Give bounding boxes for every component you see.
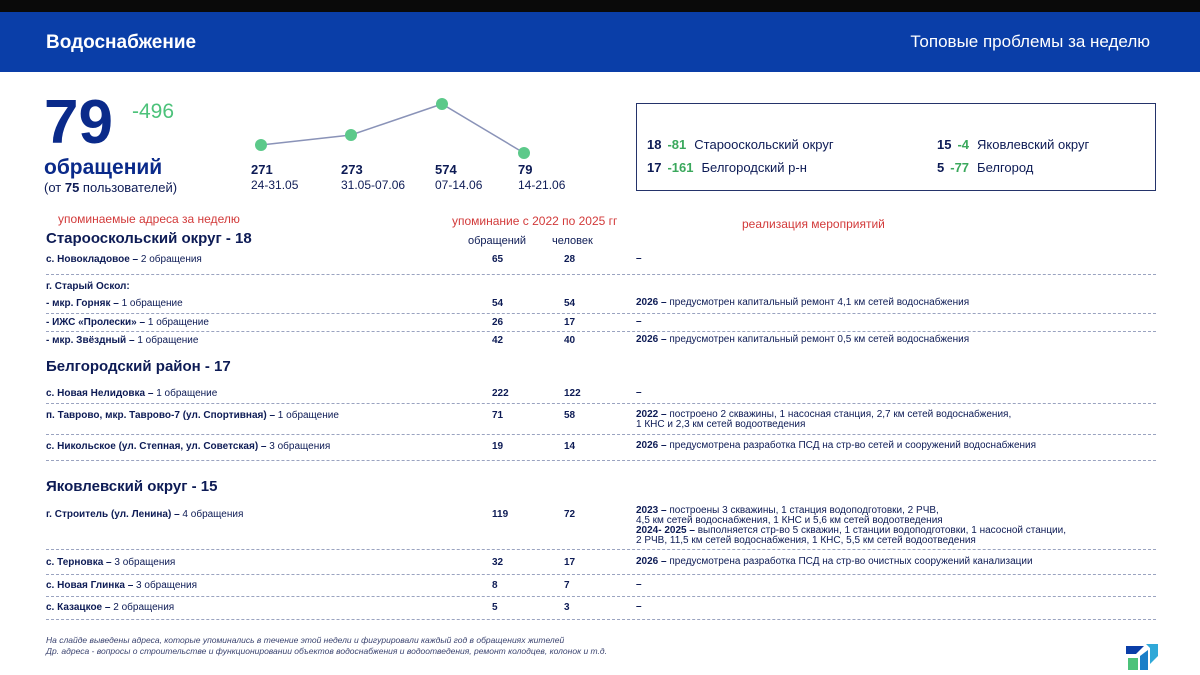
total-appeals-delta: -496 bbox=[132, 100, 175, 123]
row-separator bbox=[46, 549, 1156, 550]
row-separator bbox=[46, 313, 1156, 314]
trend-value-1: 271 bbox=[251, 162, 273, 177]
trend-period-4: 14-21.06 bbox=[518, 178, 566, 192]
district-item: 15 -4 Яковлевский округ bbox=[937, 137, 1090, 152]
users-label: (от 75 пользователей) bbox=[44, 180, 178, 195]
section-title: Белгородский район - 17 bbox=[46, 358, 231, 375]
addresses-label: упоминаемые адреса за неделю bbox=[58, 212, 240, 226]
row-separator bbox=[46, 403, 1156, 404]
trend-point-1 bbox=[255, 139, 267, 151]
row-separator bbox=[46, 460, 1156, 461]
trend-period-3: 07-14.06 bbox=[435, 178, 483, 192]
district-item: 17 -161 Белгородский р-н bbox=[647, 160, 807, 175]
row-separator bbox=[46, 434, 1156, 435]
section-title: Яковлевский округ - 15 bbox=[46, 478, 218, 495]
weekly-trend-chart bbox=[248, 92, 548, 162]
trend-point-4 bbox=[518, 147, 530, 159]
total-appeals-number: 79 bbox=[44, 88, 113, 157]
events-label: реализация мероприятий bbox=[742, 217, 885, 231]
row-separator bbox=[46, 574, 1156, 575]
row-separator bbox=[46, 274, 1156, 275]
trend-value-4: 79 bbox=[518, 162, 533, 177]
trend-point-3 bbox=[436, 98, 448, 110]
trend-period-2: 31.05-07.06 bbox=[341, 178, 406, 192]
trend-line bbox=[261, 104, 524, 153]
top-black-bar bbox=[0, 0, 1200, 12]
trend-value-2: 273 bbox=[341, 162, 363, 177]
column-header-appeals: обращений bbox=[468, 235, 527, 247]
row-separator bbox=[46, 619, 1156, 620]
row-separator bbox=[46, 596, 1156, 597]
section-title: Старооскольский округ - 18 bbox=[46, 230, 252, 247]
district-item: 5 -77 Белгород bbox=[937, 160, 1034, 175]
trend-value-3: 574 bbox=[435, 162, 457, 177]
mentions-label: упоминание с 2022 по 2025 гг bbox=[452, 214, 618, 228]
page-title: Водоснабжение bbox=[46, 32, 197, 53]
footnote-1: На слайде выведены адреса, которые упоминались в течение этой недели и фигурировали каждый год в обращениях жителей bbox=[46, 635, 565, 645]
trend-period-1: 24-31.05 bbox=[251, 178, 299, 192]
logo-icon bbox=[1124, 636, 1160, 672]
appeals-label: обращений bbox=[44, 156, 163, 179]
row-separator bbox=[46, 331, 1156, 332]
district-item: 18 -81 Старооскольский округ bbox=[647, 137, 834, 152]
trend-point-2 bbox=[345, 129, 357, 141]
footnote-2: Др. адреса - вопросы о строительстве и функционировании объектов водоснабжения и водоотведения, ремонт колодцев, колонок и т.д. bbox=[46, 646, 607, 656]
page-subtitle: Топовые проблемы за неделю bbox=[910, 32, 1150, 51]
top-districts-box bbox=[636, 103, 1156, 191]
column-header-people: человек bbox=[552, 235, 593, 247]
header-bar bbox=[0, 12, 1200, 72]
